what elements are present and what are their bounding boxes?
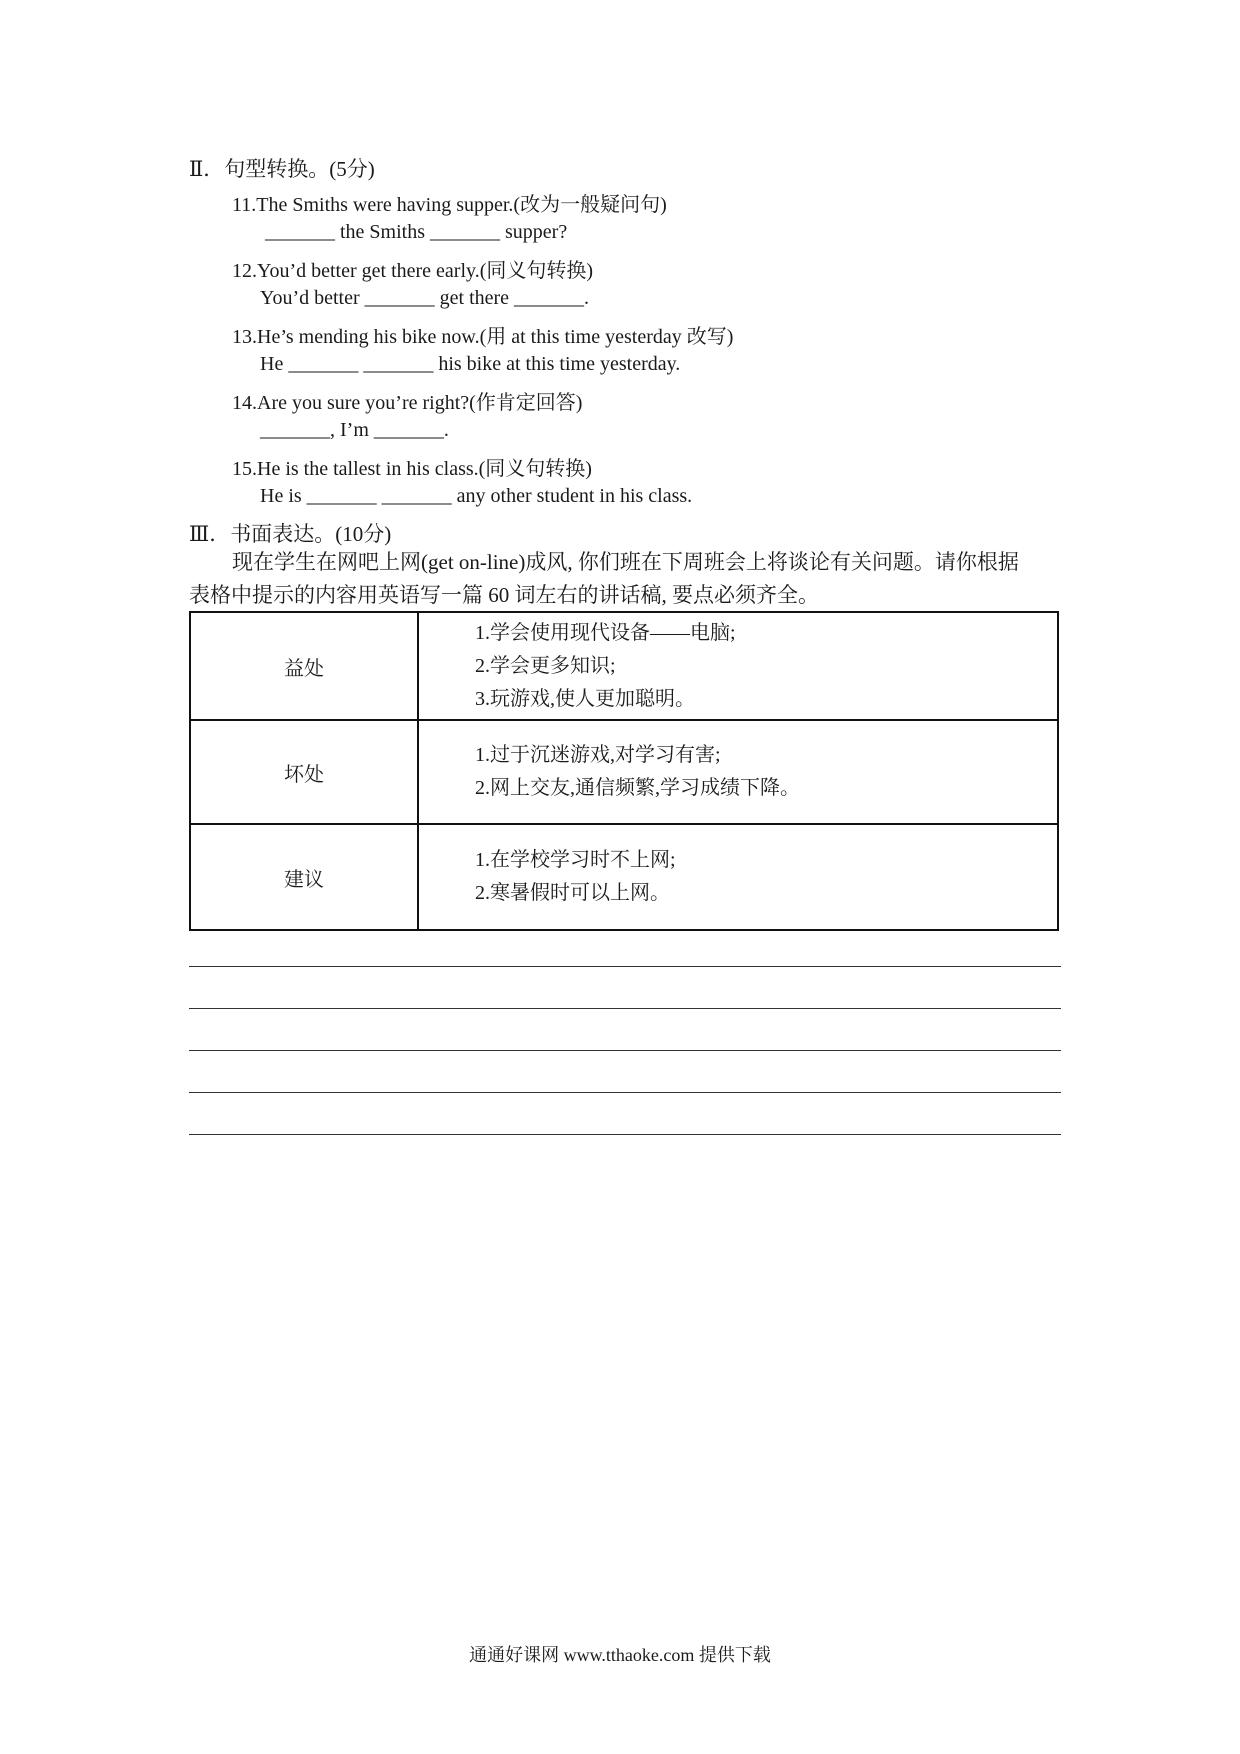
writing-line xyxy=(189,1092,1061,1093)
table-row xyxy=(190,720,1058,824)
point: 3.玩游戏,使人更加聪明。 xyxy=(475,687,695,710)
question-13: 13.He’s mending his bike now.(用 at this time yesterday 改写) xyxy=(232,326,734,348)
row-label-suggestions: 建议 xyxy=(190,824,418,930)
writing-line xyxy=(189,1050,1061,1051)
writing-instructions-line-2: 表格中提示的内容用英语写一篇 60 词左右的讲话稿, 要点必须齐全。 xyxy=(189,583,819,607)
question-12: 12.You’d better get there early.(同义句转换) xyxy=(232,260,594,282)
row-points-suggestions xyxy=(418,824,1058,930)
table-row xyxy=(190,824,1058,930)
question-14: 14.Are you sure you’re right?(作肯定回答) xyxy=(232,392,583,414)
table-row xyxy=(190,612,1058,720)
point: 2.寒暑假时可以上网。 xyxy=(475,882,670,904)
question-15: 15.He is the tallest in his class.(同义句转换) xyxy=(232,458,592,480)
section-3-heading: Ⅲ．书面表达。(10分) xyxy=(189,522,392,546)
row-label-drawbacks: 坏处 xyxy=(190,720,418,824)
answer-line-15: He is _______ _______ any other student in his class. xyxy=(260,485,693,507)
row-points-benefits xyxy=(418,612,1058,720)
answer-line-13: He _______ _______ his bike at this time yesterday. xyxy=(260,353,681,375)
point: 1.在学校学习时不上网; xyxy=(475,849,676,871)
section-2-heading: Ⅱ．句型转换。(5分) xyxy=(189,157,375,181)
answer-line-12: You’d better _______ get there _______. xyxy=(260,287,590,309)
writing-line xyxy=(189,1134,1061,1135)
row-label-benefits: 益处 xyxy=(190,612,418,720)
writing-prompt-table xyxy=(189,611,1059,931)
point: 2.网上交友,通信频繁,学习成绩下降。 xyxy=(475,777,800,799)
writing-line xyxy=(189,1008,1061,1009)
point: 1.学会使用现代设备——电脑; xyxy=(475,621,736,644)
writing-line xyxy=(189,966,1061,967)
point: 2.学会更多知识; xyxy=(475,654,616,677)
point: 1.过于沉迷游戏,对学习有害; xyxy=(475,744,721,766)
writing-instructions-line-1: 现在学生在网吧上网(get on-line)成风, 你们班在下周班会上将谈论有关问题。请你根据 xyxy=(232,550,1019,574)
row-points-drawbacks xyxy=(418,720,1058,824)
answer-line-14: _______, I’m _______. xyxy=(260,419,449,441)
question-11: 11.The Smiths were having supper.(改为一般疑问句) xyxy=(232,194,667,216)
answer-line-11: _______ the Smiths _______ supper? xyxy=(265,221,568,243)
page-footer: 通通好课网 www.tthaoke.com 提供下载 xyxy=(469,1645,771,1665)
